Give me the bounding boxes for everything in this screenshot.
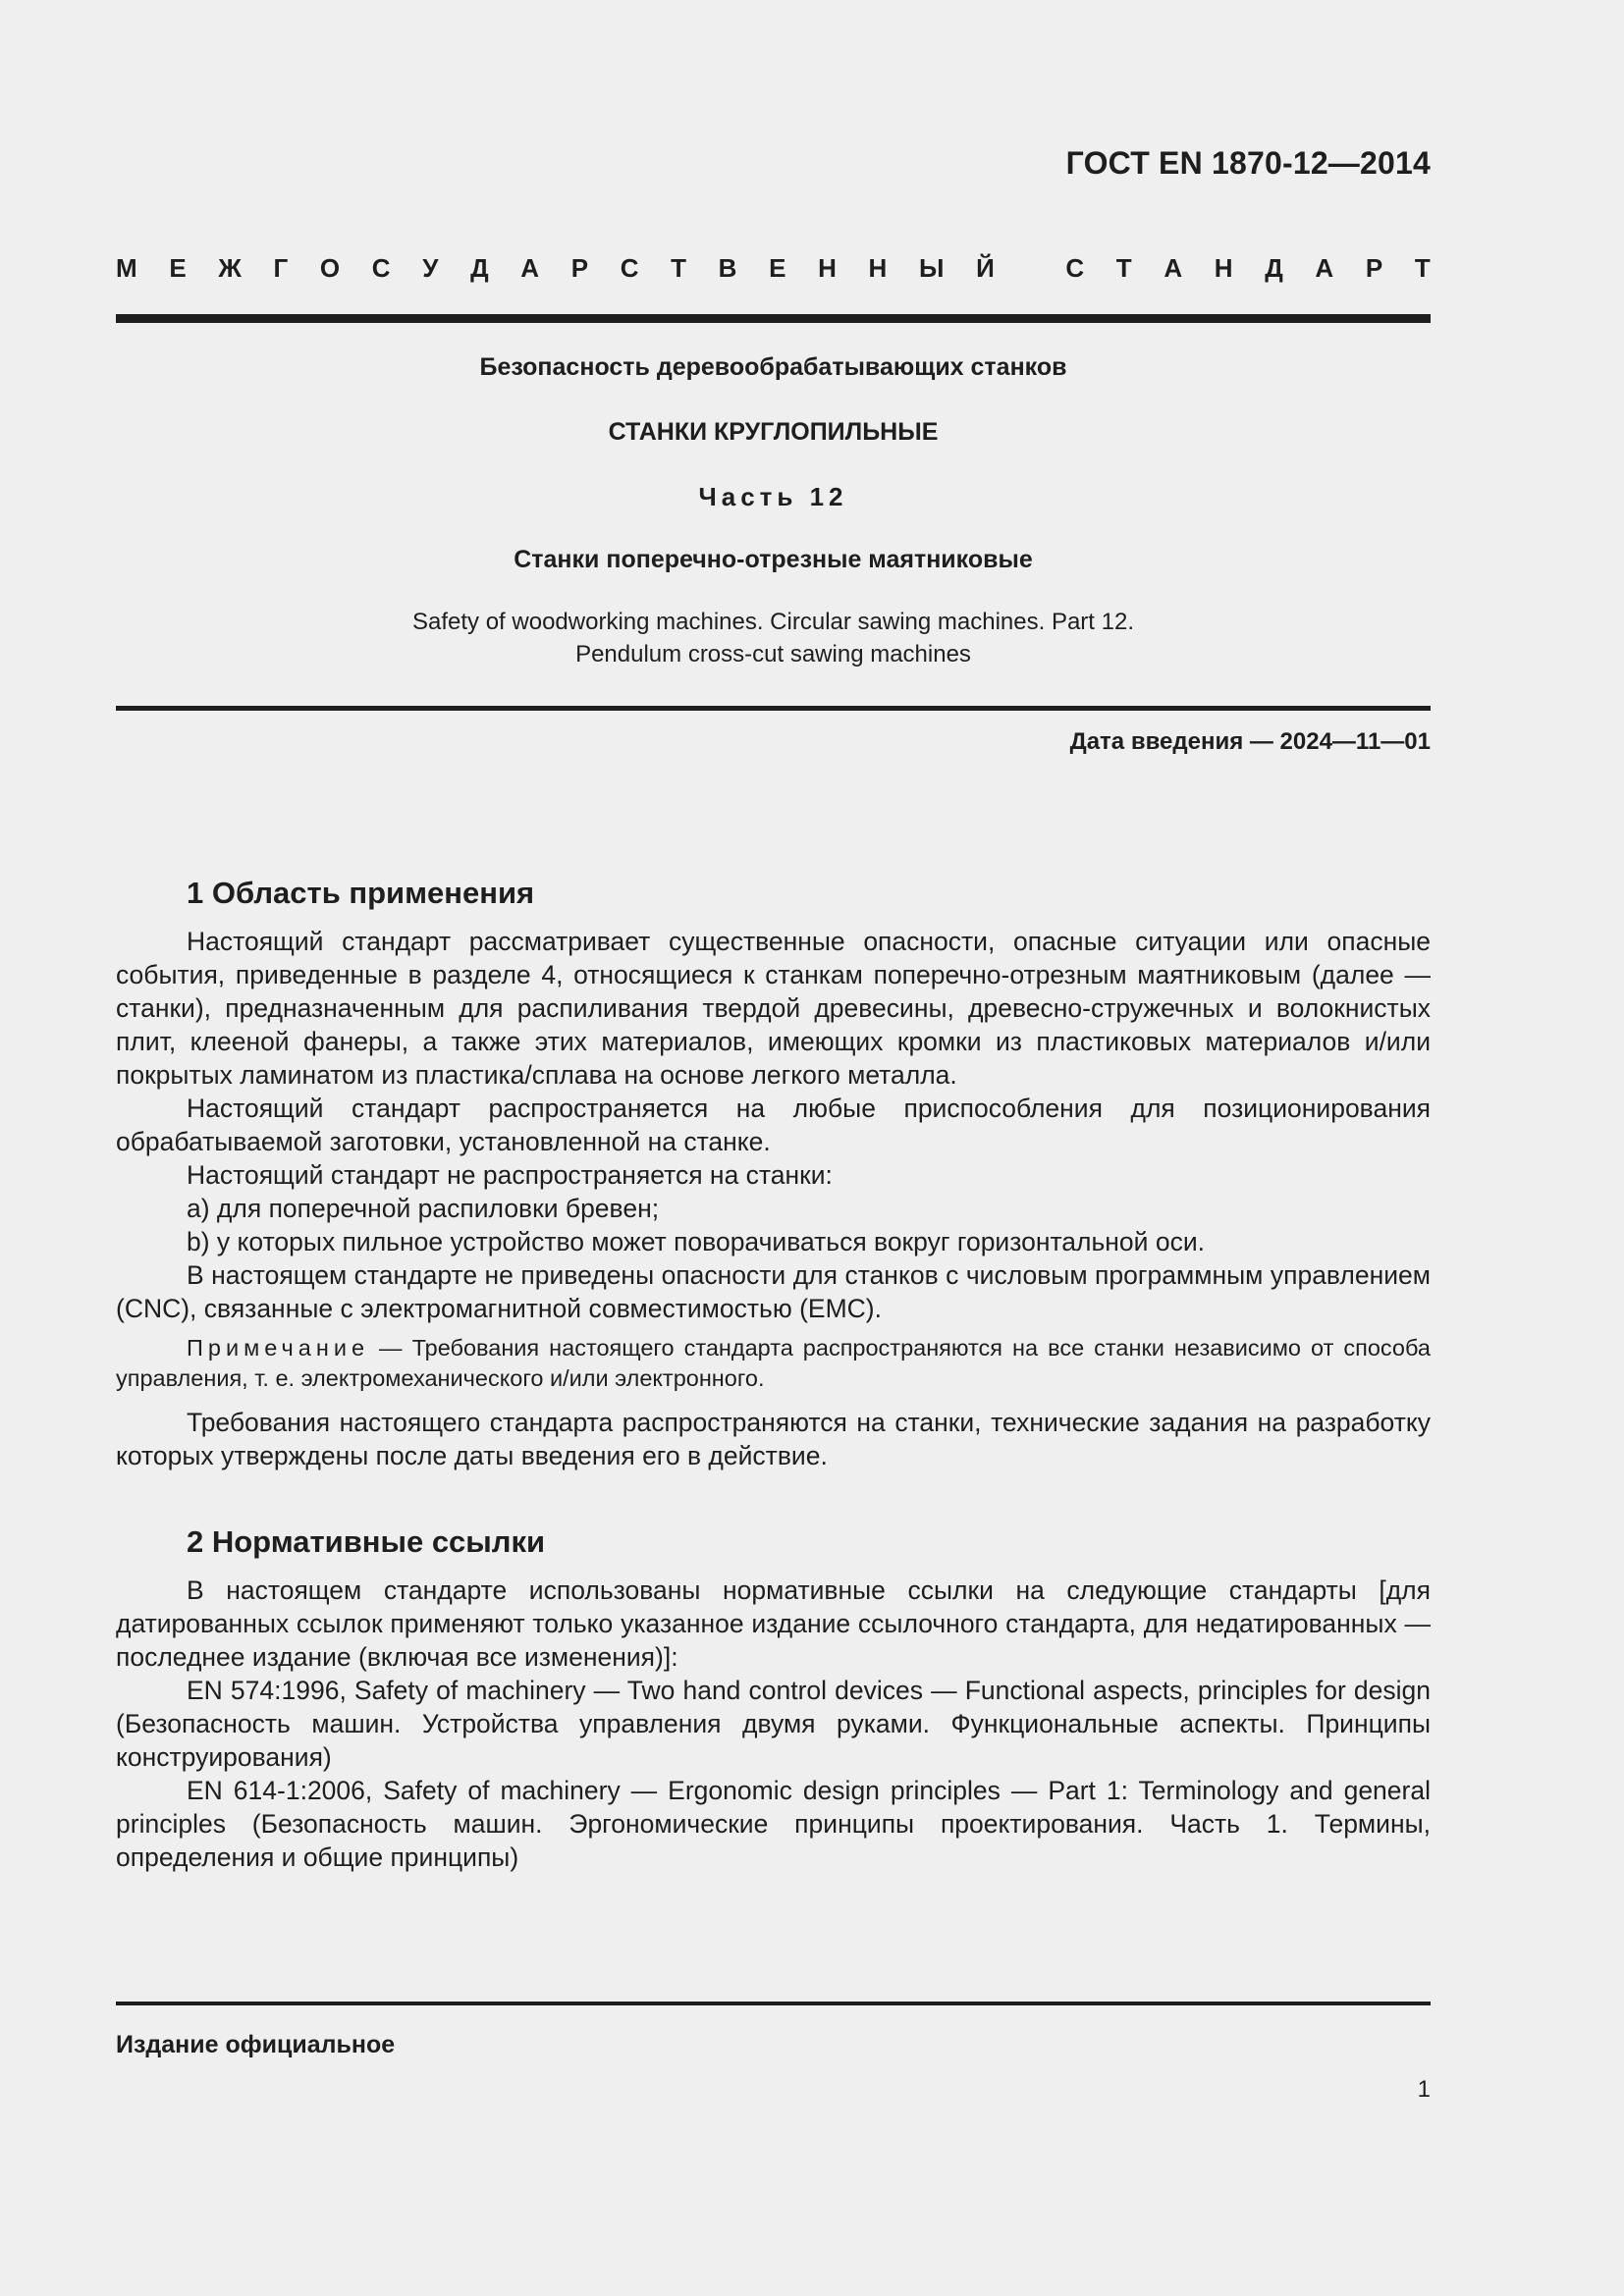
banner-letter: В: [718, 253, 737, 283]
banner-letter: А: [1315, 253, 1334, 283]
interstate-standard-banner: [116, 253, 1431, 284]
bottom-rule: [116, 2002, 1431, 2005]
banner-letter: Н: [818, 253, 837, 283]
banner-letter: Д: [470, 253, 489, 283]
paragraph: Настоящий стандарт не распространяется на станки:: [187, 1160, 833, 1190]
introduction-date: Дата введения — 2024—11—01: [1069, 728, 1431, 755]
paragraph: Настоящий стандарт рассматривает существенные опасности, опасные ситуации или опасные события, приведенные в разделе 4, относящиеся к станкам поперечно-отрезным маятниковым (далее — станки), предназначенным для распиливания твердой древесины, древесно-стружечных и волокнистых плит, клееной фанеры, а также этих материалов, имеющих кромки из пластиковых материалов и/или покрытых ламинатом из пластика/сплава на основе легкого металла.: [116, 927, 1431, 1090]
page-number: 1: [1417, 2076, 1431, 2103]
section-scope: [116, 874, 1431, 1472]
banner-letter: Н: [868, 253, 888, 283]
note-label: Примечание: [187, 1335, 370, 1361]
banner-letter: Е: [169, 253, 187, 283]
banner-letter: А: [1164, 253, 1183, 283]
banner-letter: Н: [1214, 253, 1233, 283]
standard-title: СТАНКИ КРУГЛОПИЛЬНЫЕ: [608, 418, 939, 446]
list-item: b) у которых пильное устройство может поворачиваться вокруг горизонтальной оси.: [187, 1227, 1205, 1256]
banner-letter: Р: [1365, 253, 1383, 283]
banner-letter: С: [620, 253, 639, 283]
banner-letter: О: [319, 253, 341, 283]
note-text: — Требования настоящего стандарта распространяются на все станки независимо от способа управления, т. е. электромеханического и/или электронного.: [116, 1335, 1431, 1391]
official-edition-label: Издание официальное: [116, 2031, 396, 2058]
banner-letter: Т: [1414, 253, 1431, 283]
banner-letter: Р: [570, 253, 589, 283]
reference-item: EN 574:1996, Safety of machinery — Two hand control devices — Functional aspects, principles for design (Безопасность машин. Устройства управления двумя руками. Функциональные аспекты. Принципы конструирования): [116, 1676, 1431, 1772]
note: [116, 1333, 1431, 1394]
standard-number: ГОСТ EN 1870-12—2014: [1065, 145, 1431, 181]
banner-letter: С: [1065, 253, 1085, 283]
banner-letter: У: [422, 253, 439, 283]
banner-letter: М: [116, 253, 137, 283]
banner-letter: Д: [1265, 253, 1283, 283]
part-title: Станки поперечно-отрезные маятниковые: [514, 546, 1033, 573]
standard-subject: Безопасность деревообрабатывающих станков: [479, 353, 1067, 381]
banner-letter: Т: [671, 253, 687, 283]
section-heading: 2 Нормативные ссылки: [187, 1524, 546, 1559]
paragraph: Требования настоящего стандарта распространяются на станки, технические задания на разработку которых утверждены после даты введения его в действие.: [116, 1408, 1431, 1470]
top-rule: [116, 314, 1431, 323]
middle-rule: [116, 706, 1431, 711]
banner-letter: С: [371, 253, 391, 283]
banner-letter: Г: [273, 253, 289, 283]
paragraph: В настоящем стандарте использованы нормативные ссылки на следующие стандарты [для датированных ссылок применяют только указанное издание ссылочного стандарта, для недатированных — последнее издание (включая все изменения)]:: [116, 1575, 1431, 1672]
english-title-line-1: Safety of woodworking machines. Circular sawing machines. Part 12.: [412, 609, 1134, 635]
banner-letter: Т: [1115, 253, 1132, 283]
banner-letter: Ж: [218, 253, 242, 283]
paragraph: В настоящем стандарте не приведены опасности для станков с числовым программным управлением (CNC), связанные с электромагнитной совместимостью (EMC).: [116, 1260, 1431, 1323]
banner-letter: Й: [976, 253, 995, 283]
english-title: [116, 606, 1431, 670]
banner-letter: Е: [769, 253, 786, 283]
section-heading: 1 Область применения: [187, 876, 535, 910]
english-title-line-2: Pendulum cross-cut sawing machines: [575, 641, 971, 667]
list-item: a) для поперечной распиловки бревен;: [187, 1194, 660, 1223]
paragraph: Настоящий стандарт распространяется на любые приспособления для позиционирования обрабатываемой заготовки, установленной на станке.: [116, 1094, 1431, 1156]
banner-letter: Ы: [918, 253, 945, 283]
section-normative-references: [116, 1522, 1431, 1874]
banner-letter: А: [520, 253, 540, 283]
reference-item: EN 614-1:2006, Safety of machinery — Ergonomic design principles — Part 1: Terminology and general principles (Безопасность машин. Эргономические принципы проектирования. Часть 1. Термины, определения и общие принципы): [116, 1776, 1431, 1872]
banner-letter: [1026, 253, 1033, 284]
part-label: Часть 12: [698, 482, 848, 511]
